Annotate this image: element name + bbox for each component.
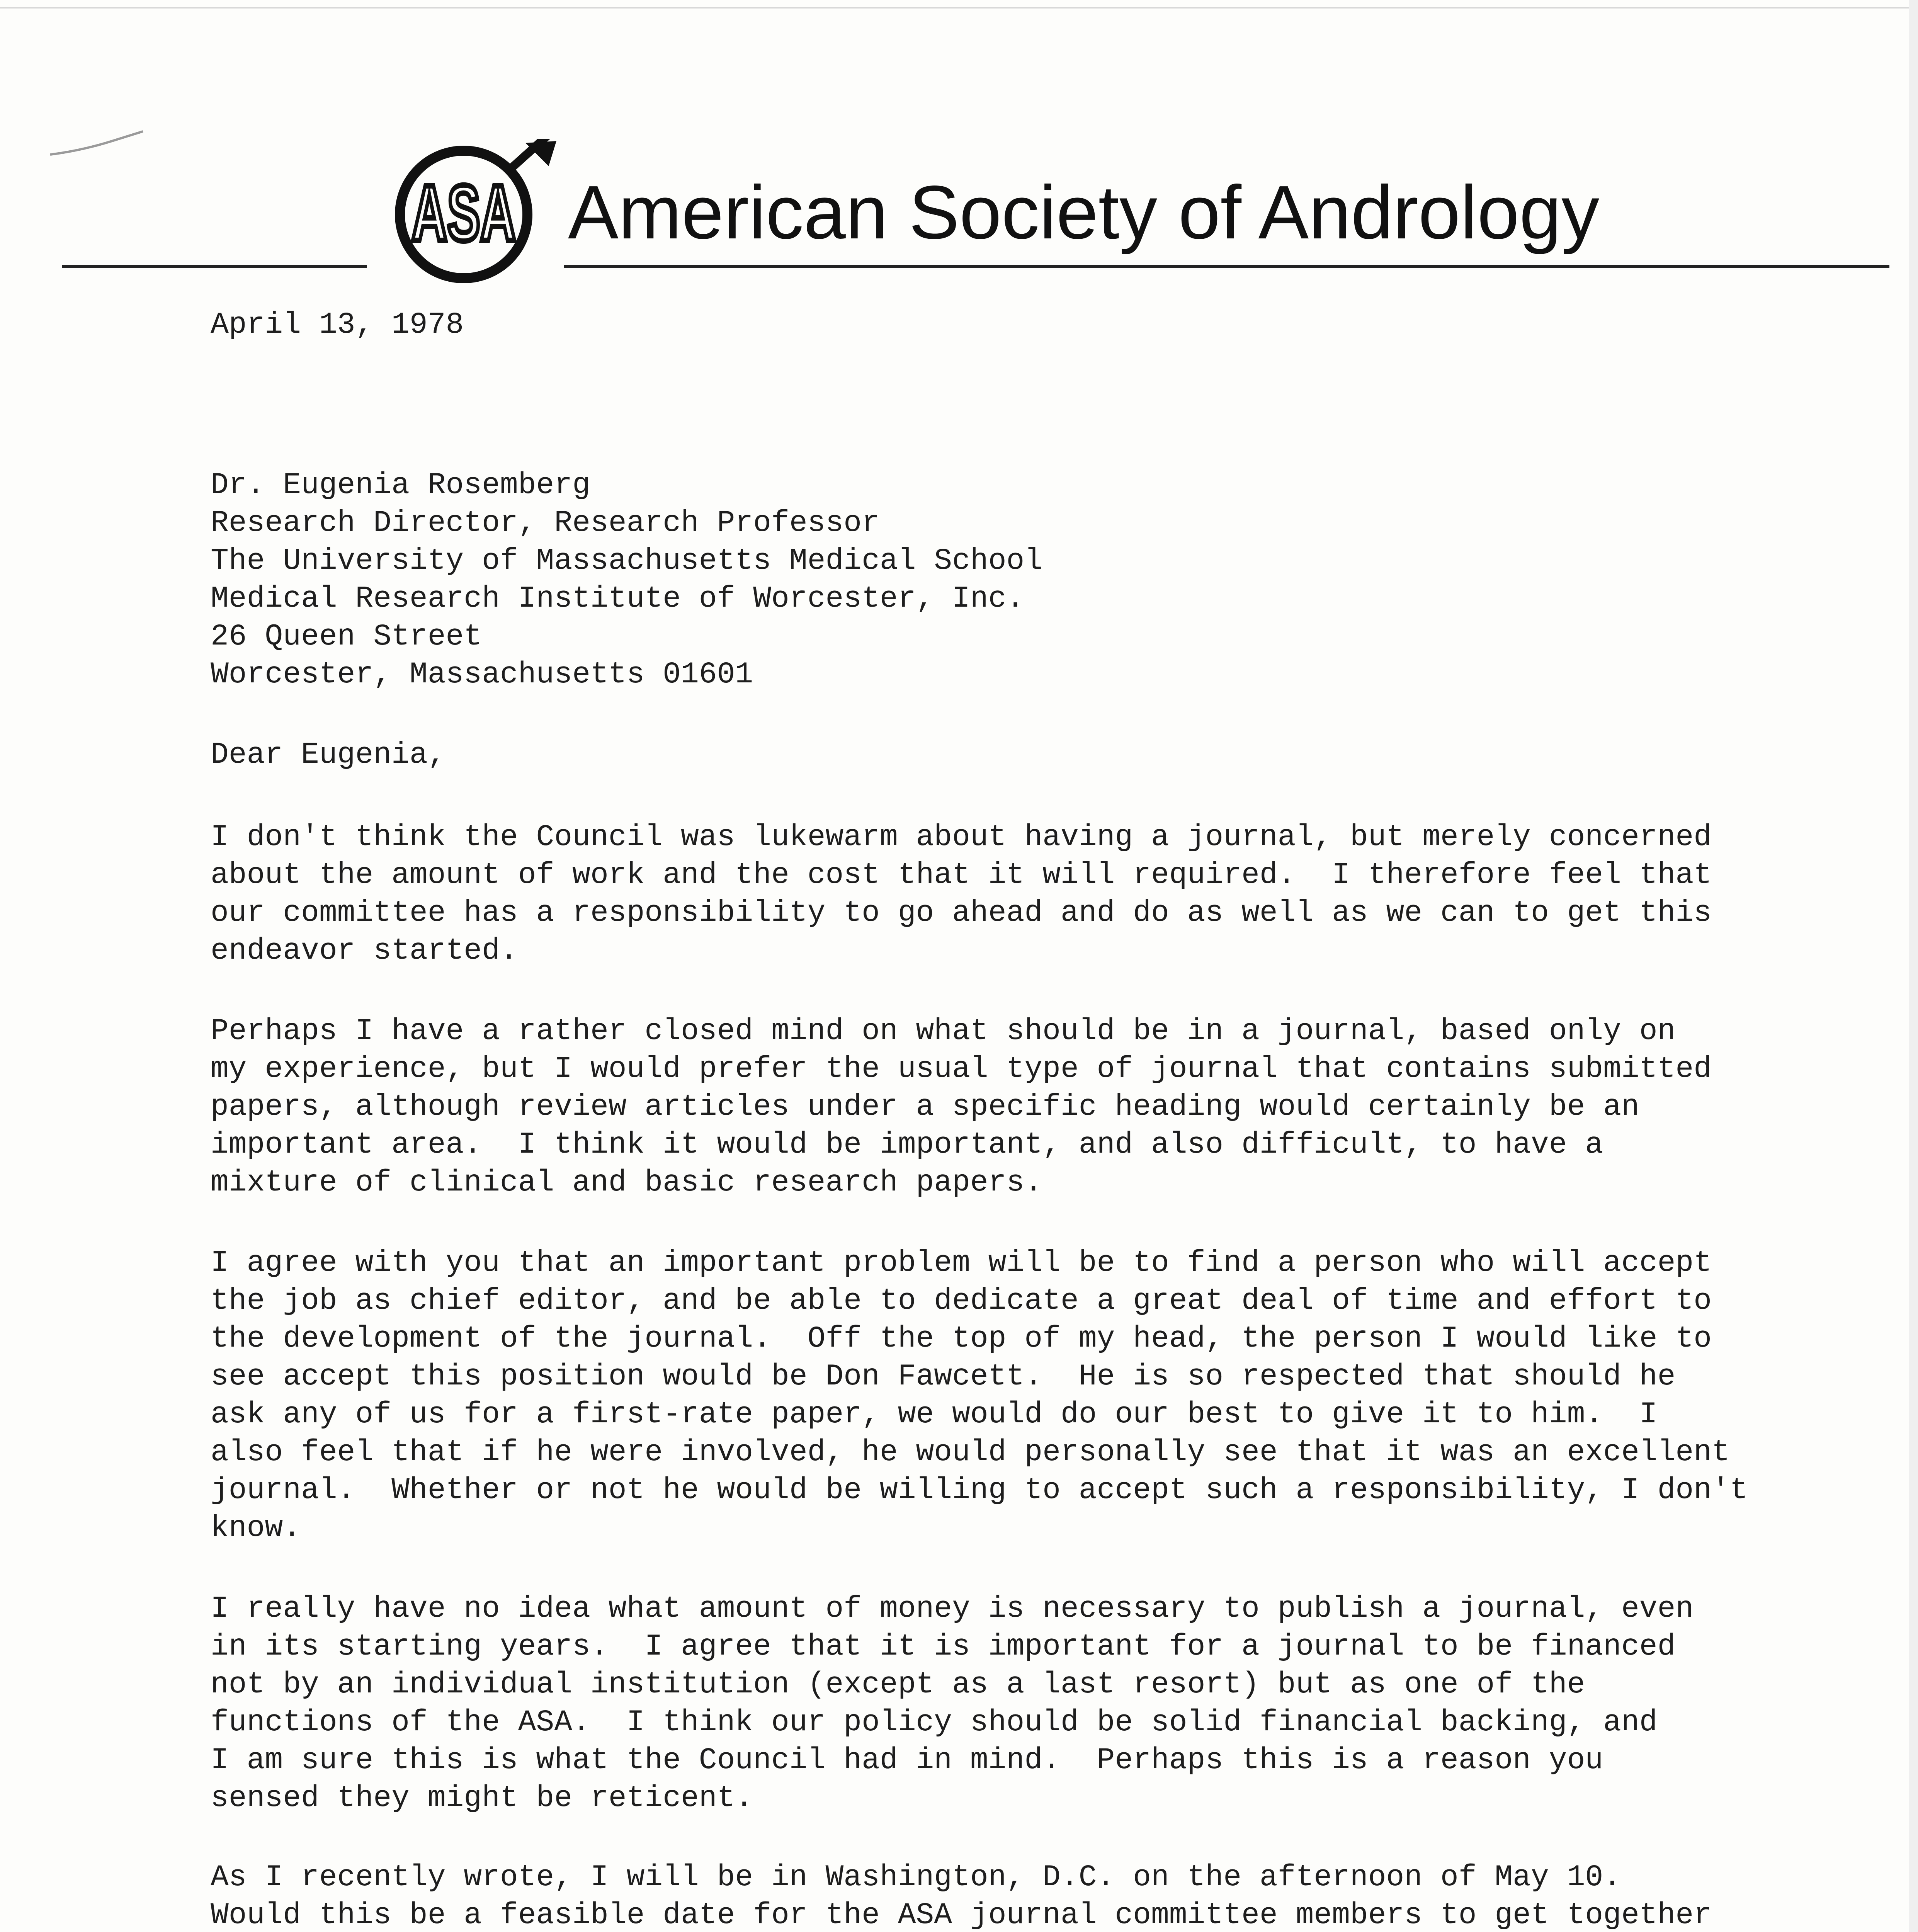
letterhead-rule-left xyxy=(62,265,367,268)
body-line: ask any of us for a first-rate paper, we would do our best to give it to him. I xyxy=(211,1398,1658,1432)
body-line: functions of the ASA. I think our policy should be solid financial backing, and xyxy=(211,1706,1658,1740)
scan-right-edge xyxy=(1909,0,1918,1932)
body-line: I really have no idea what amount of money is necessary to publish a journal, even xyxy=(211,1592,1694,1626)
recipient-line: 26 Queen Street xyxy=(211,620,482,654)
body-line: I am sure this is what the Council had in mind. Perhaps this is a reason you xyxy=(211,1743,1603,1777)
body-line: papers, although review articles under a specific heading would certainly be an xyxy=(211,1090,1639,1124)
body-line: As I recently wrote, I will be in Washington, D.C. on the afternoon of May 10. xyxy=(211,1861,1621,1895)
body-line: endeavor started. xyxy=(211,934,518,968)
letter-date: April 13, 1978 xyxy=(211,308,464,342)
body-line: our committee has a responsibility to go ahead and do as well as we can to get this xyxy=(211,896,1712,930)
body-line: Perhaps I have a rather closed mind on what should be in a journal, based only on xyxy=(211,1014,1676,1048)
body-line: not by an individual institution (except as a last resort) but as one of the xyxy=(211,1668,1585,1702)
body-line: Would this be a feasible date for the ASA journal committee members to get together xyxy=(211,1898,1712,1932)
asa-logo xyxy=(386,139,564,286)
body-line: see accept this position would be Don Fawcett. He is so respected that should he xyxy=(211,1360,1676,1394)
body-line: also feel that if he were involved, he would personally see that it was an excellent xyxy=(211,1435,1730,1469)
recipient-line: Worcester, Massachusetts 01601 xyxy=(211,658,753,692)
body-line: journal. Whether or not he would be willing to accept such a responsibility, I don't xyxy=(211,1473,1748,1507)
body-line: the development of the journal. Off the top of my head, the person I would like to xyxy=(211,1322,1712,1356)
scan-top-edge xyxy=(0,7,1918,9)
body-line: I agree with you that an important problem will be to find a person who will accept xyxy=(211,1246,1712,1280)
body-line: mixture of clinical and basic research papers. xyxy=(211,1166,1043,1200)
body-line: my experience, but I would prefer the usual type of journal that contains submitted xyxy=(211,1052,1712,1086)
stray-pen-mark xyxy=(46,128,147,162)
letterhead-rule-right xyxy=(564,265,1889,268)
recipient-line: Medical Research Institute of Worcester, Inc. xyxy=(211,582,1025,616)
body-line: sensed they might be reticent. xyxy=(211,1781,753,1815)
svg-text:ASA: ASA xyxy=(411,169,516,257)
body-line: important area. I think it would be important, and also difficult, to have a xyxy=(211,1128,1603,1162)
body-line: the job as chief editor, and be able to dedicate a great deal of time and effort to xyxy=(211,1284,1712,1318)
recipient-line: Research Director, Research Professor xyxy=(211,506,880,540)
body-line: know. xyxy=(211,1511,301,1545)
body-line: about the amount of work and the cost that it will required. I therefore feel that xyxy=(211,858,1712,892)
recipient-line: The University of Massachusetts Medical School xyxy=(211,544,1043,578)
recipient-line: Dr. Eugenia Rosemberg xyxy=(211,468,590,502)
organization-name: American Society of Andrology xyxy=(568,170,1600,255)
body-line: I don't think the Council was lukewarm about having a journal, but merely concerned xyxy=(211,820,1712,854)
body-line: in its starting years. I agree that it is important for a journal to be financed xyxy=(211,1630,1676,1664)
salutation: Dear Eugenia, xyxy=(211,738,446,772)
